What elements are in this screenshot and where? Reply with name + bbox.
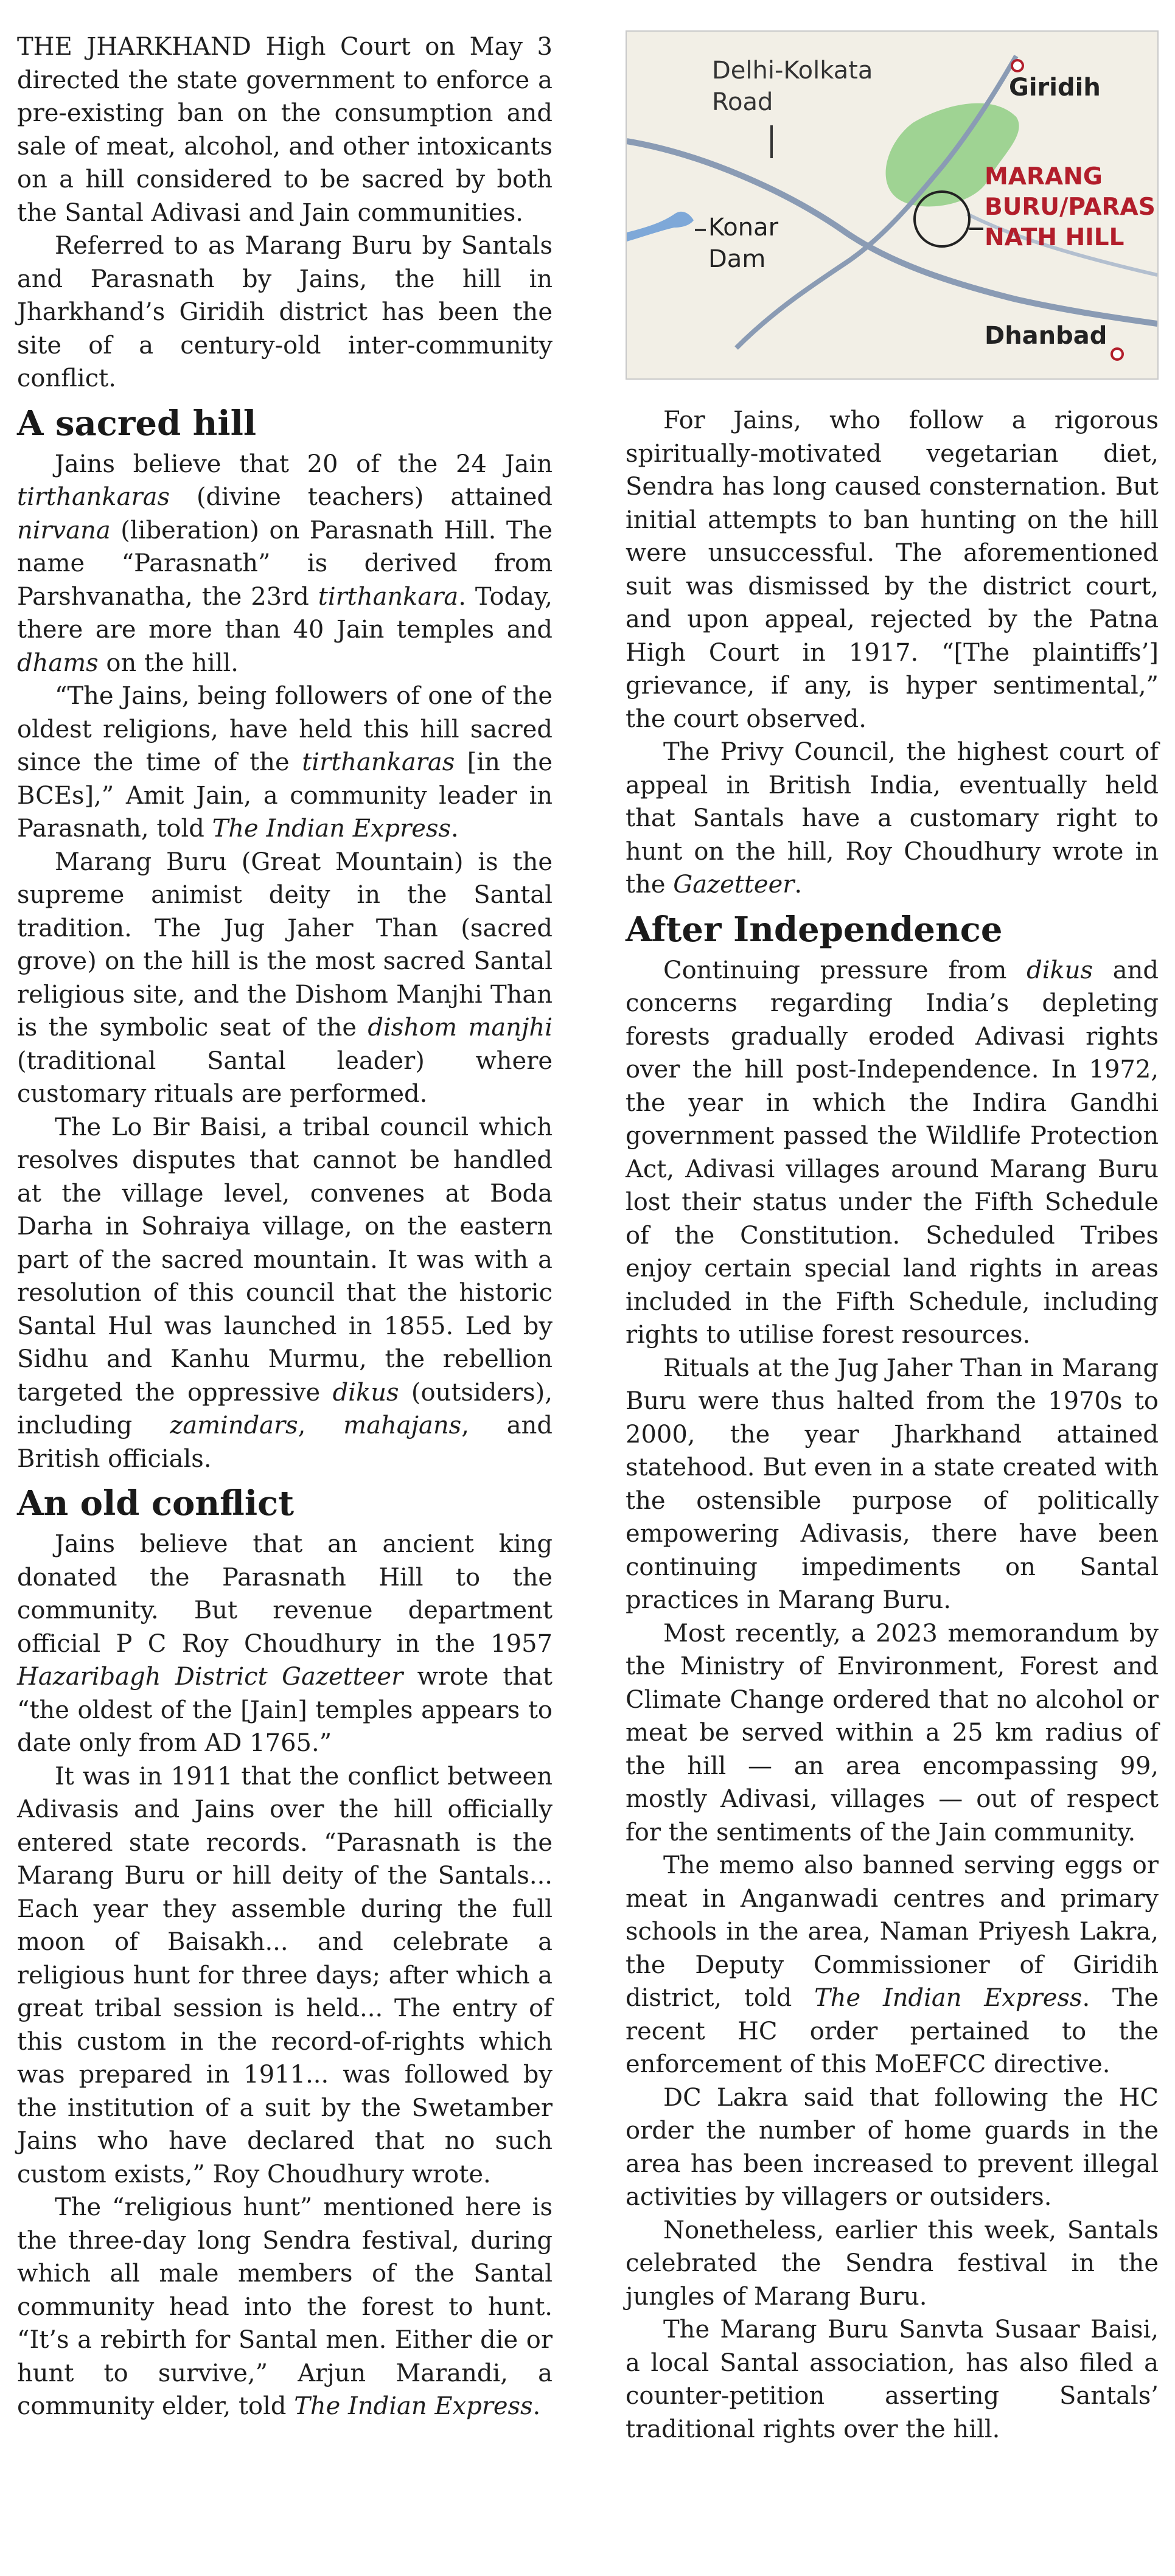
- article-paragraph: “The Jains, being followers of one of the oldest religions, have held this hill sacred since the time of the tirthankaras [in the BCEs],” Amit Jain, a community leader in Parasnath, told The Indian Express.: [17, 682, 553, 843]
- article-paragraph: The Privy Council, the highest court of appeal in British India, eventually held that Santals have a customary right to hunt on the hill, Roy Choudhury wrote in the Gazetteer.: [626, 738, 1159, 899]
- article-paragraph: Continuing pressure from dikus and concerns regarding India’s depleting forests gradually eroded Adivasi rights over the hill post-Independence. In 1972, the year in which the Indira Gandhi government passed the Wildlife Protection Act, Adivasi villages around Marang Buru lost their status under the Fifth Schedule of the Constitution. Scheduled Tribes enjoy certain special land rights in areas included in the Fifth Schedule, including rights to utilise forest resources.: [626, 956, 1159, 1349]
- section-heading: An old conflict: [17, 1483, 295, 1523]
- article-paragraph: The “religious hunt” mentioned here is the three-day long Sendra festival, during which all male members of the Santal community head into the forest to hunt. “It’s a rebirth for Santal men. Either die or hunt to survive,” Arjun Marandi, a community elder, told The Indian Express.: [17, 2193, 553, 2420]
- article-paragraph: Marang Buru (Great Mountain) is the supreme animist deity in the Santal tradition. The Jug Jaher Than (sacred grove) on the hill is the most sacred Santal religious site, and the Dishom Manjhi Than is the symbolic seat of the dishom manjhi (traditional Santal leader) where customary rituals are performed.: [17, 848, 553, 1108]
- article-paragraph: The Marang Buru Sanvta Susaar Baisi, a local Santal association, has also filed a counter-petition asserting Santals’ traditional rights over the hill.: [626, 2316, 1159, 2443]
- article-paragraph: DC Lakra said that following the HC order the number of home guards in the area has been increased to prevent illegal activities by villagers or outsiders.: [626, 2083, 1159, 2211]
- article-paragraph: Most recently, a 2023 memorandum by the Ministry of Environment, Forest and Climate Change ordered that no alcohol or meat be served within a 25 km radius of the hill — an area encompassing 99, mostly Adivasi, villages — out of respect for the sentiments of the Jain community.: [626, 1619, 1159, 1847]
- right-column-text: [626, 404, 1159, 2446]
- giridih-marker-icon: [1012, 60, 1023, 71]
- map-label-konar-dam: Konar Dam: [708, 214, 779, 273]
- article-paragraph: The Lo Bir Baisi, a tribal council which resolves disputes that cannot be handled at the village level, convenes at Boda Darha in Sohraiya village, on the eastern part of the sacred mountain. It was with a resolution of this council that the historic Santal Hul was launched in 1855. Led by Sidhu and Kanhu Murmu, the rebellion targeted the oppressive dikus (outsiders), including zamindars, mahajans, and British officials.: [17, 1113, 553, 1473]
- article-paragraph: Rituals at the Jug Jaher Than in Marang Buru were thus halted from the 1970s to 2000, the year Jharkhand attained statehood. But even in a state created with the ostensible purpose of politically empowering Adivasis, there have been continuing impediments on Santal practices in Marang Buru.: [626, 1354, 1159, 1614]
- article-paragraph: The memo also banned serving eggs or meat in Anganwadi centres and primary schools in the area, Naman Priyesh Lakra, the Deputy Commissioner of Giridih district, told The Indian Express. The recent HC order pertained to the enforcement of this MoEFCC directive.: [626, 1851, 1159, 2078]
- section-heading: A sacred hill: [17, 403, 257, 444]
- article-paragraph: For Jains, who follow a rigorous spiritually-motivated vegetarian diet, Sendra has long caused consternation. But initial attempts to ban hunting on the hill were unsuccessful. The aforementioned suit was dismissed by the district court, and upon appeal, rejected by the Patna High Court in 1917. “[The plaintiffs’] grievance, if any, is hyper sentimental,” the court observed.: [626, 406, 1159, 733]
- article-paragraph: Jains believe that an ancient king donated the Parasnath Hill to the community. But revenue department official P C Roy Choudhury in the 1957 Hazaribagh District Gazetteer wrote that “the oldest of the [Jain] temples appears to date only from AD 1765.”: [17, 1530, 553, 1757]
- map-label-giridih: Giridih: [1009, 74, 1101, 102]
- map-label-marang-buru: MARANG BURU/PARAS NATH HILL: [985, 163, 1156, 251]
- location-map: [626, 30, 1159, 380]
- right-column: [626, 30, 1159, 2446]
- article-paragraph: Referred to as Marang Buru by Santals and Parasnath by Jains, the hill in Jharkhand’s Giridih district has been the site of a century-old inter-community conflict.: [17, 232, 553, 392]
- article-paragraph: Jains believe that 20 of the 24 Jain tirthankaras (divine teachers) attained nirvana (liberation) on Parasnath Hill. The name “Parasnath” is derived from Parshvanatha, the 23rd tirthankara. Today, there are more than 40 Jain temples and dhams on the hill.: [17, 450, 553, 677]
- dhanbad-marker-icon: [1112, 349, 1123, 360]
- article-paragraph: Nonetheless, earlier this week, Santals celebrated the Sendra festival in the jungles of Marang Buru.: [626, 2216, 1159, 2311]
- article-paragraph: THE JHARKHAND High Court on May 3 directed the state government to enforce a pre-existing ban on the consumption and sale of meat, alcohol, and other intoxicants on a hill considered to be sacred by both the Santal Adivasi and Jain communities.: [17, 33, 553, 227]
- section-heading: After Independence: [626, 909, 1003, 950]
- left-column: [17, 30, 553, 2423]
- map-label-road: Delhi-Kolkata Road: [712, 57, 873, 116]
- article-paragraph: It was in 1911 that the conflict between Adivasis and Jains over the hill officially entered state records. “Parasnath is the Marang Buru or hill deity of the Santals... Each year they assemble during the full moon of Baisakh... and celebrate a religious hunt for three days; after which a great tribal session is held... The entry of this custom in the record-of-rights which was prepared in 1911... was followed by the institution of a suit by the Swetamber Jains who have declared that no such custom exists,” Roy Choudhury wrote.: [17, 1762, 553, 2188]
- map-label-dhanbad: Dhanbad: [985, 322, 1107, 350]
